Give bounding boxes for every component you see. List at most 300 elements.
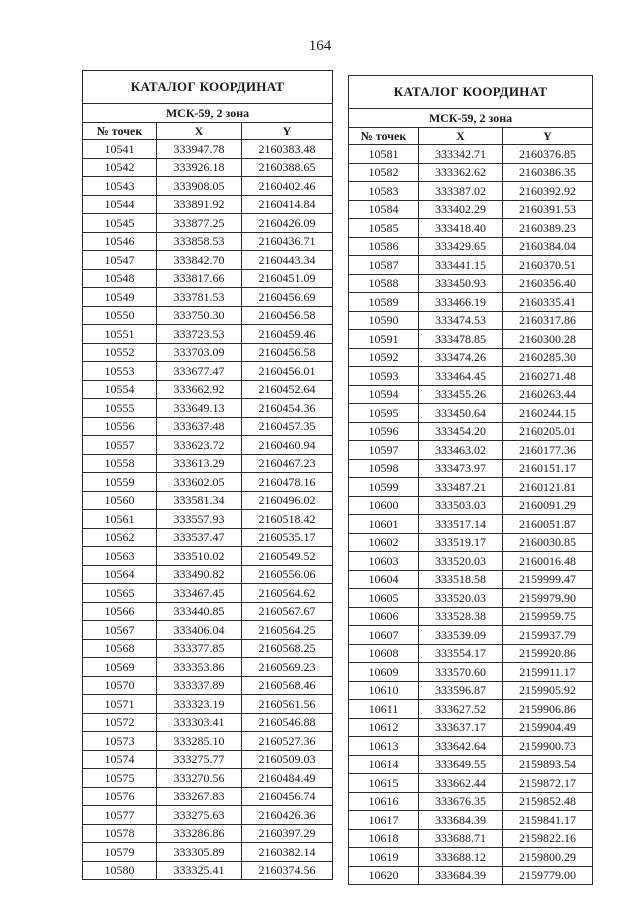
x-coordinate-cell: 333750.30 xyxy=(157,306,242,325)
y-coordinate-cell: 2160383.48 xyxy=(242,140,333,159)
y-coordinate-cell: 2160456.58 xyxy=(242,343,333,362)
y-coordinate-cell: 2160496.02 xyxy=(242,491,333,510)
point-number-cell: 10559 xyxy=(83,473,157,492)
y-coordinate-cell: 2160317.86 xyxy=(503,311,593,330)
table-row xyxy=(83,695,333,714)
point-number-cell: 10583 xyxy=(349,182,419,201)
x-coordinate-cell: 333387.02 xyxy=(419,182,503,201)
x-coordinate-cell: 333677.47 xyxy=(157,362,242,381)
y-coordinate-cell: 2160244.15 xyxy=(503,404,593,423)
point-number-cell: 10579 xyxy=(83,843,157,862)
table-row xyxy=(83,214,333,233)
y-coordinate-cell: 2160177.36 xyxy=(503,441,593,460)
table-row xyxy=(83,584,333,603)
table-row xyxy=(83,158,333,177)
y-coordinate-cell: 2160402.46 xyxy=(242,177,333,196)
x-coordinate-cell: 333557.93 xyxy=(157,510,242,529)
table-row xyxy=(349,718,593,737)
table-row xyxy=(83,658,333,677)
point-number-cell: 10551 xyxy=(83,325,157,344)
point-number-cell: 10545 xyxy=(83,214,157,233)
table-row xyxy=(83,676,333,695)
x-coordinate-cell: 333520.03 xyxy=(419,552,503,571)
y-coordinate-cell: 2160546.88 xyxy=(242,713,333,732)
y-coordinate-cell: 2160456.74 xyxy=(242,787,333,806)
table-row xyxy=(83,861,333,880)
y-coordinate-cell: 2160564.62 xyxy=(242,584,333,603)
y-coordinate-cell: 2160426.36 xyxy=(242,806,333,825)
point-number-cell: 10601 xyxy=(349,515,419,534)
x-coordinate-cell: 333842.70 xyxy=(157,251,242,270)
point-number-cell: 10553 xyxy=(83,362,157,381)
table-row xyxy=(83,528,333,547)
x-coordinate-cell: 333684.39 xyxy=(419,811,503,830)
table-row xyxy=(83,750,333,769)
y-coordinate-cell: 2160568.46 xyxy=(242,676,333,695)
table-row xyxy=(349,663,593,682)
table-row xyxy=(349,459,593,478)
table-row xyxy=(83,195,333,214)
y-coordinate-cell: 2160454.36 xyxy=(242,399,333,418)
x-coordinate-cell: 333429.65 xyxy=(419,237,503,256)
table-row xyxy=(83,491,333,510)
catalog-title: КАТАЛОГ КООРДИНАТ xyxy=(349,76,593,109)
y-coordinate-cell: 2160459.46 xyxy=(242,325,333,344)
point-number-cell: 10605 xyxy=(349,589,419,608)
point-number-cell: 10607 xyxy=(349,626,419,645)
point-number-cell: 10561 xyxy=(83,510,157,529)
y-coordinate-cell: 2160456.01 xyxy=(242,362,333,381)
y-coordinate-cell: 2160568.25 xyxy=(242,639,333,658)
y-coordinate-cell: 2159800.29 xyxy=(503,848,593,867)
x-coordinate-cell: 333627.52 xyxy=(419,700,503,719)
y-coordinate-cell: 2160456.69 xyxy=(242,288,333,307)
column-header-point-number: № точек xyxy=(349,128,419,145)
point-number-cell: 10585 xyxy=(349,219,419,238)
table-row xyxy=(349,441,593,460)
coordinate-system-label: МСК-59, 2 зона xyxy=(83,104,333,123)
table-row xyxy=(349,829,593,848)
y-coordinate-cell: 2160426.09 xyxy=(242,214,333,233)
y-coordinate-cell: 2160452.64 xyxy=(242,380,333,399)
table-row xyxy=(349,404,593,423)
x-coordinate-cell: 333642.64 xyxy=(419,737,503,756)
y-coordinate-cell: 2160376.85 xyxy=(503,145,593,164)
y-coordinate-cell: 2160151.17 xyxy=(503,459,593,478)
table-row xyxy=(349,755,593,774)
y-coordinate-cell: 2160456.58 xyxy=(242,306,333,325)
point-number-cell: 10541 xyxy=(83,140,157,159)
table-row xyxy=(349,866,593,885)
point-number-cell: 10542 xyxy=(83,158,157,177)
coordinate-catalog-right xyxy=(348,75,593,885)
y-coordinate-cell: 2160386.35 xyxy=(503,163,593,182)
x-coordinate-cell: 333539.09 xyxy=(419,626,503,645)
y-coordinate-cell: 2159900.73 xyxy=(503,737,593,756)
table-row xyxy=(349,145,593,164)
x-coordinate-cell: 333649.55 xyxy=(419,755,503,774)
x-coordinate-cell: 333891.92 xyxy=(157,195,242,214)
x-coordinate-cell: 333377.85 xyxy=(157,639,242,658)
point-number-cell: 10554 xyxy=(83,380,157,399)
table-row xyxy=(83,269,333,288)
y-coordinate-cell: 2160384.04 xyxy=(503,237,593,256)
point-number-cell: 10566 xyxy=(83,602,157,621)
point-number-cell: 10574 xyxy=(83,750,157,769)
x-coordinate-cell: 333474.53 xyxy=(419,311,503,330)
table-row xyxy=(83,769,333,788)
point-number-cell: 10600 xyxy=(349,496,419,515)
y-coordinate-cell: 2160564.25 xyxy=(242,621,333,640)
x-coordinate-cell: 333908.05 xyxy=(157,177,242,196)
table-row xyxy=(349,700,593,719)
point-number-cell: 10549 xyxy=(83,288,157,307)
point-number-cell: 10618 xyxy=(349,829,419,848)
x-coordinate-cell: 333613.29 xyxy=(157,454,242,473)
point-number-cell: 10556 xyxy=(83,417,157,436)
point-number-cell: 10602 xyxy=(349,533,419,552)
x-coordinate-cell: 333487.21 xyxy=(419,478,503,497)
y-coordinate-cell: 2160414.84 xyxy=(242,195,333,214)
x-coordinate-cell: 333418.40 xyxy=(419,219,503,238)
table-row xyxy=(349,274,593,293)
point-number-cell: 10608 xyxy=(349,644,419,663)
column-header-y: Y xyxy=(242,123,333,140)
point-number-cell: 10620 xyxy=(349,866,419,885)
table-row xyxy=(349,348,593,367)
table-row xyxy=(349,367,593,386)
y-coordinate-cell: 2159872.17 xyxy=(503,774,593,793)
y-coordinate-cell: 2159959.75 xyxy=(503,607,593,626)
table-row xyxy=(83,454,333,473)
y-coordinate-cell: 2160391.53 xyxy=(503,200,593,219)
x-coordinate-cell: 333662.44 xyxy=(419,774,503,793)
y-coordinate-cell: 2160300.28 xyxy=(503,330,593,349)
point-number-cell: 10603 xyxy=(349,552,419,571)
x-coordinate-cell: 333441.15 xyxy=(419,256,503,275)
x-coordinate-cell: 333406.04 xyxy=(157,621,242,640)
catalog-rows-right xyxy=(349,145,593,885)
y-coordinate-cell: 2159841.17 xyxy=(503,811,593,830)
y-coordinate-cell: 2159911.17 xyxy=(503,663,593,682)
y-coordinate-cell: 2159852.48 xyxy=(503,792,593,811)
y-coordinate-cell: 2160091.29 xyxy=(503,496,593,515)
table-row xyxy=(83,177,333,196)
x-coordinate-cell: 333342.71 xyxy=(419,145,503,164)
point-number-cell: 10590 xyxy=(349,311,419,330)
y-coordinate-cell: 2160451.09 xyxy=(242,269,333,288)
point-number-cell: 10576 xyxy=(83,787,157,806)
column-header-x: X xyxy=(419,128,503,145)
point-number-cell: 10581 xyxy=(349,145,419,164)
y-coordinate-cell: 2160436.71 xyxy=(242,232,333,251)
table-row xyxy=(83,824,333,843)
point-number-cell: 10562 xyxy=(83,528,157,547)
x-coordinate-cell: 333466.19 xyxy=(419,293,503,312)
x-coordinate-cell: 333684.39 xyxy=(419,866,503,885)
table-row xyxy=(349,774,593,793)
x-coordinate-cell: 333602.05 xyxy=(157,473,242,492)
y-coordinate-cell: 2159906.86 xyxy=(503,700,593,719)
y-coordinate-cell: 2160374.56 xyxy=(242,861,333,880)
table-row xyxy=(83,288,333,307)
table-row xyxy=(349,385,593,404)
point-number-cell: 10577 xyxy=(83,806,157,825)
x-coordinate-cell: 333286.86 xyxy=(157,824,242,843)
table-row xyxy=(349,330,593,349)
table-row xyxy=(83,639,333,658)
x-coordinate-cell: 333528.38 xyxy=(419,607,503,626)
x-coordinate-cell: 333723.53 xyxy=(157,325,242,344)
x-coordinate-cell: 333623.72 xyxy=(157,436,242,455)
y-coordinate-cell: 2160509.03 xyxy=(242,750,333,769)
y-coordinate-cell: 2159904.49 xyxy=(503,718,593,737)
point-number-cell: 10560 xyxy=(83,491,157,510)
x-coordinate-cell: 333703.09 xyxy=(157,343,242,362)
point-number-cell: 10614 xyxy=(349,755,419,774)
x-coordinate-cell: 333649.13 xyxy=(157,399,242,418)
coordinate-catalog-left xyxy=(82,70,333,880)
table-row xyxy=(349,848,593,867)
table-row xyxy=(349,570,593,589)
point-number-cell: 10609 xyxy=(349,663,419,682)
point-number-cell: 10596 xyxy=(349,422,419,441)
point-number-cell: 10619 xyxy=(349,848,419,867)
x-coordinate-cell: 333688.71 xyxy=(419,829,503,848)
point-number-cell: 10575 xyxy=(83,769,157,788)
table-row xyxy=(349,219,593,238)
x-coordinate-cell: 333362.62 xyxy=(419,163,503,182)
table-row xyxy=(349,626,593,645)
table-row xyxy=(349,293,593,312)
table-row xyxy=(349,607,593,626)
x-coordinate-cell: 333517.14 xyxy=(419,515,503,534)
x-coordinate-cell: 333947.78 xyxy=(157,140,242,159)
catalog-title: КАТАЛОГ КООРДИНАТ xyxy=(83,71,333,104)
point-number-cell: 10565 xyxy=(83,584,157,603)
table-row xyxy=(349,644,593,663)
y-coordinate-cell: 2160443.34 xyxy=(242,251,333,270)
table-row xyxy=(83,473,333,492)
x-coordinate-cell: 333688.12 xyxy=(419,848,503,867)
y-coordinate-cell: 2160527.36 xyxy=(242,732,333,751)
y-coordinate-cell: 2159905.92 xyxy=(503,681,593,700)
point-number-cell: 10568 xyxy=(83,639,157,658)
y-coordinate-cell: 2160569.23 xyxy=(242,658,333,677)
table-row xyxy=(83,510,333,529)
column-header-x: X xyxy=(157,123,242,140)
x-coordinate-cell: 333926.18 xyxy=(157,158,242,177)
table-row xyxy=(349,182,593,201)
point-number-cell: 10586 xyxy=(349,237,419,256)
table-row xyxy=(349,237,593,256)
point-number-cell: 10567 xyxy=(83,621,157,640)
x-coordinate-cell: 333781.53 xyxy=(157,288,242,307)
table-row xyxy=(83,306,333,325)
table-row xyxy=(349,478,593,497)
point-number-cell: 10595 xyxy=(349,404,419,423)
x-coordinate-cell: 333503.03 xyxy=(419,496,503,515)
point-number-cell: 10544 xyxy=(83,195,157,214)
x-coordinate-cell: 333581.34 xyxy=(157,491,242,510)
page-number: 164 xyxy=(308,38,332,54)
x-coordinate-cell: 333463.02 xyxy=(419,441,503,460)
point-number-cell: 10604 xyxy=(349,570,419,589)
point-number-cell: 10550 xyxy=(83,306,157,325)
y-coordinate-cell: 2160356.40 xyxy=(503,274,593,293)
x-coordinate-cell: 333337.89 xyxy=(157,676,242,695)
point-number-cell: 10587 xyxy=(349,256,419,275)
x-coordinate-cell: 333817.66 xyxy=(157,269,242,288)
y-coordinate-cell: 2160030.85 xyxy=(503,533,593,552)
y-coordinate-cell: 2160484.49 xyxy=(242,769,333,788)
x-coordinate-cell: 333464.45 xyxy=(419,367,503,386)
point-number-cell: 10547 xyxy=(83,251,157,270)
table-row xyxy=(349,589,593,608)
point-number-cell: 10571 xyxy=(83,695,157,714)
table-row xyxy=(83,621,333,640)
point-number-cell: 10593 xyxy=(349,367,419,386)
y-coordinate-cell: 2160271.48 xyxy=(503,367,593,386)
table-row xyxy=(349,422,593,441)
point-number-cell: 10611 xyxy=(349,700,419,719)
point-number-cell: 10610 xyxy=(349,681,419,700)
y-coordinate-cell: 2160467.23 xyxy=(242,454,333,473)
point-number-cell: 10580 xyxy=(83,861,157,880)
point-number-cell: 10573 xyxy=(83,732,157,751)
point-number-cell: 10598 xyxy=(349,459,419,478)
x-coordinate-cell: 333662.92 xyxy=(157,380,242,399)
table-row xyxy=(83,713,333,732)
point-number-cell: 10564 xyxy=(83,565,157,584)
table-row xyxy=(349,737,593,756)
y-coordinate-cell: 2159822.16 xyxy=(503,829,593,848)
y-coordinate-cell: 2160460.94 xyxy=(242,436,333,455)
table-row xyxy=(349,515,593,534)
x-coordinate-cell: 333270.56 xyxy=(157,769,242,788)
table-row xyxy=(83,547,333,566)
x-coordinate-cell: 333474.26 xyxy=(419,348,503,367)
table-row xyxy=(83,565,333,584)
y-coordinate-cell: 2159779.00 xyxy=(503,866,593,885)
table-row xyxy=(83,417,333,436)
y-coordinate-cell: 2160457.35 xyxy=(242,417,333,436)
x-coordinate-cell: 333520.03 xyxy=(419,589,503,608)
point-number-cell: 10588 xyxy=(349,274,419,293)
x-coordinate-cell: 333402.29 xyxy=(419,200,503,219)
point-number-cell: 10584 xyxy=(349,200,419,219)
x-coordinate-cell: 333473.97 xyxy=(419,459,503,478)
table-row xyxy=(83,787,333,806)
y-coordinate-cell: 2160205.01 xyxy=(503,422,593,441)
point-number-cell: 10557 xyxy=(83,436,157,455)
x-coordinate-cell: 333554.17 xyxy=(419,644,503,663)
x-coordinate-cell: 333353.86 xyxy=(157,658,242,677)
table-row xyxy=(349,792,593,811)
y-coordinate-cell: 2160478.16 xyxy=(242,473,333,492)
x-coordinate-cell: 333325.41 xyxy=(157,861,242,880)
y-coordinate-cell: 2160335.41 xyxy=(503,293,593,312)
point-number-cell: 10613 xyxy=(349,737,419,756)
point-number-cell: 10563 xyxy=(83,547,157,566)
y-coordinate-cell: 2159937.79 xyxy=(503,626,593,645)
table-row xyxy=(83,362,333,381)
point-number-cell: 10570 xyxy=(83,676,157,695)
table-row xyxy=(349,256,593,275)
point-number-cell: 10548 xyxy=(83,269,157,288)
x-coordinate-cell: 333596.87 xyxy=(419,681,503,700)
x-coordinate-cell: 333570.60 xyxy=(419,663,503,682)
y-coordinate-cell: 2160016.48 xyxy=(503,552,593,571)
table-row xyxy=(83,343,333,362)
point-number-cell: 10578 xyxy=(83,824,157,843)
point-number-cell: 10615 xyxy=(349,774,419,793)
point-number-cell: 10591 xyxy=(349,330,419,349)
table-row xyxy=(83,399,333,418)
x-coordinate-cell: 333510.02 xyxy=(157,547,242,566)
table-row xyxy=(349,163,593,182)
y-coordinate-cell: 2159920.86 xyxy=(503,644,593,663)
table-row xyxy=(83,806,333,825)
point-number-cell: 10582 xyxy=(349,163,419,182)
y-coordinate-cell: 2160121.81 xyxy=(503,478,593,497)
point-number-cell: 10616 xyxy=(349,792,419,811)
point-number-cell: 10546 xyxy=(83,232,157,251)
x-coordinate-cell: 333454.20 xyxy=(419,422,503,441)
table-row xyxy=(349,811,593,830)
x-coordinate-cell: 333305.89 xyxy=(157,843,242,862)
y-coordinate-cell: 2160388.65 xyxy=(242,158,333,177)
x-coordinate-cell: 333490.82 xyxy=(157,565,242,584)
table-row xyxy=(349,533,593,552)
table-row xyxy=(83,602,333,621)
point-number-cell: 10558 xyxy=(83,454,157,473)
x-coordinate-cell: 333858.53 xyxy=(157,232,242,251)
point-number-cell: 10589 xyxy=(349,293,419,312)
table-row xyxy=(349,496,593,515)
y-coordinate-cell: 2160556.06 xyxy=(242,565,333,584)
point-number-cell: 10594 xyxy=(349,385,419,404)
x-coordinate-cell: 333450.64 xyxy=(419,404,503,423)
point-number-cell: 10552 xyxy=(83,343,157,362)
table-row xyxy=(83,251,333,270)
table-row xyxy=(349,200,593,219)
table-row xyxy=(349,552,593,571)
x-coordinate-cell: 333537.47 xyxy=(157,528,242,547)
y-coordinate-cell: 2160263.44 xyxy=(503,385,593,404)
x-coordinate-cell: 333518.58 xyxy=(419,570,503,589)
table-row xyxy=(83,436,333,455)
point-number-cell: 10612 xyxy=(349,718,419,737)
x-coordinate-cell: 333450.93 xyxy=(419,274,503,293)
point-number-cell: 10569 xyxy=(83,658,157,677)
point-number-cell: 10606 xyxy=(349,607,419,626)
y-coordinate-cell: 2159893.54 xyxy=(503,755,593,774)
y-coordinate-cell: 2160382.14 xyxy=(242,843,333,862)
y-coordinate-cell: 2160567.67 xyxy=(242,602,333,621)
y-coordinate-cell: 2159979.90 xyxy=(503,589,593,608)
table-row xyxy=(83,732,333,751)
point-number-cell: 10599 xyxy=(349,478,419,497)
y-coordinate-cell: 2160518.42 xyxy=(242,510,333,529)
table-row xyxy=(83,140,333,159)
y-coordinate-cell: 2160370.51 xyxy=(503,256,593,275)
table-row xyxy=(349,311,593,330)
x-coordinate-cell: 333467.45 xyxy=(157,584,242,603)
point-number-cell: 10597 xyxy=(349,441,419,460)
y-coordinate-cell: 2160389.23 xyxy=(503,219,593,238)
point-number-cell: 10592 xyxy=(349,348,419,367)
